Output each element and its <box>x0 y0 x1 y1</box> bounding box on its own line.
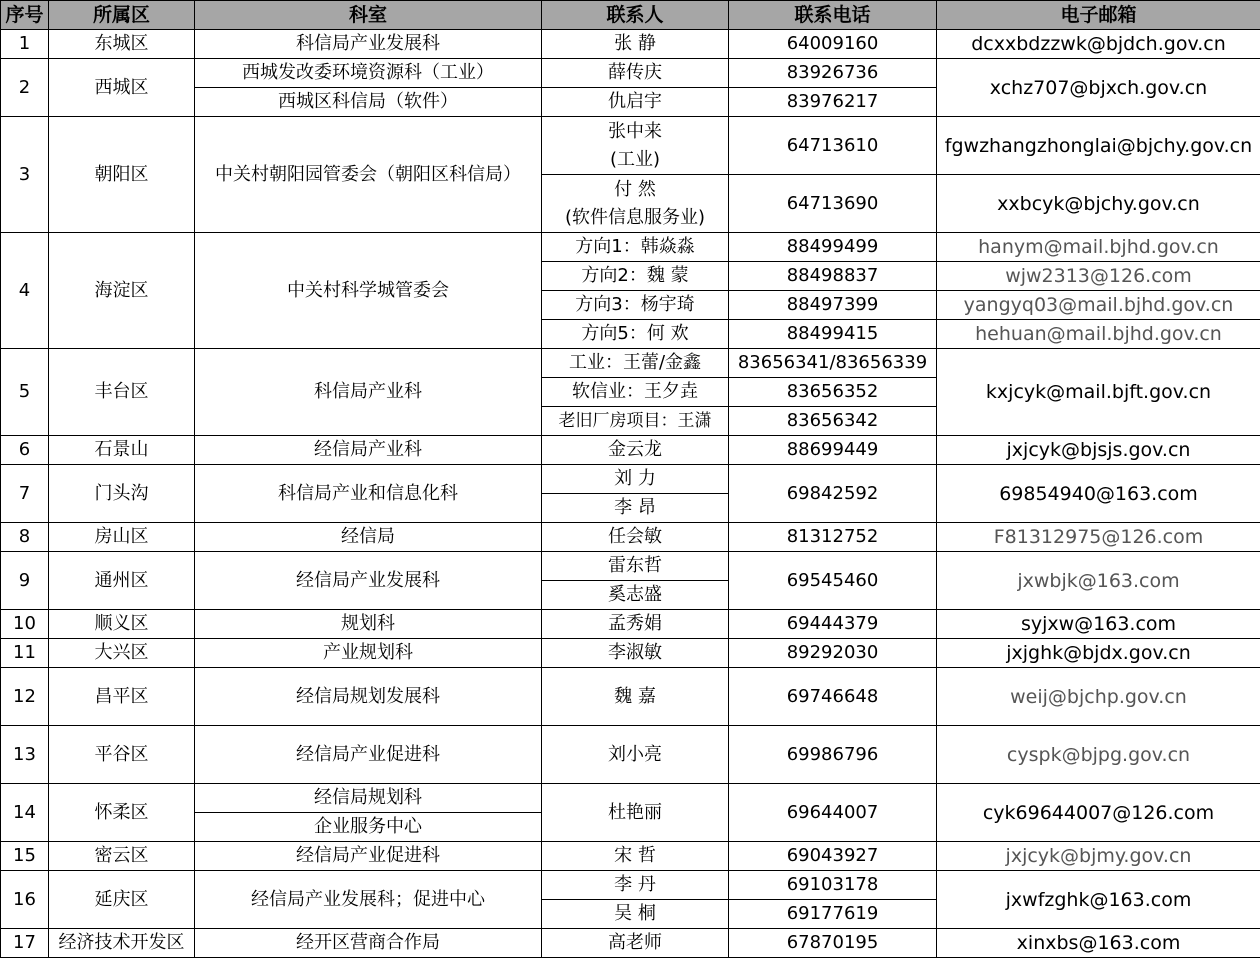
cell-dept: 经信局 <box>195 523 542 552</box>
cell-email: kxjcyk@mail.bjft.gov.cn <box>937 349 1260 436</box>
table-row <box>1 552 1260 581</box>
cell-email: syjxw@163.com <box>937 610 1260 639</box>
cell-contact: 仇启宇 <box>542 88 729 117</box>
cell-email: hanym@mail.bjhd.gov.cn <box>937 233 1260 262</box>
cell-dept: 经开区营商合作局 <box>195 929 542 958</box>
cell-contact <box>542 175 729 233</box>
table-row <box>1 668 1260 726</box>
cell-contact: 李 丹 <box>542 871 729 900</box>
contact-name: 张中来 <box>608 120 662 142</box>
cell-dept: 经信局产业发展科；促进中心 <box>195 871 542 929</box>
cell-phone: 69986796 <box>729 726 937 784</box>
cell-district: 经济技术开发区 <box>49 929 195 958</box>
table-row <box>1 726 1260 784</box>
cell-dept: 经信局产业科 <box>195 436 542 465</box>
table-row <box>1 523 1260 552</box>
cell-dept: 科信局产业科 <box>195 349 542 436</box>
cell-email: xxbcyk@bjchy.gov.cn <box>937 175 1260 233</box>
header-row <box>1 1 1260 30</box>
cell-phone: 81312752 <box>729 523 937 552</box>
cell-phone: 88499415 <box>729 320 937 349</box>
cell-phone: 69644007 <box>729 784 937 842</box>
cell-no: 15 <box>1 842 49 871</box>
cell-contact: 老旧厂房项目：王潇 <box>542 407 729 436</box>
cell-district: 门头沟 <box>49 465 195 523</box>
cell-dept: 经信局产业促进科 <box>195 842 542 871</box>
cell-contact: 高老师 <box>542 929 729 958</box>
cell-email: fgwzhangzhonglai@bjchy.gov.cn <box>937 117 1260 175</box>
table-row <box>1 233 1260 262</box>
cell-phone: 88499499 <box>729 233 937 262</box>
contact-note: (工业) <box>609 148 661 170</box>
cell-district: 房山区 <box>49 523 195 552</box>
cell-phone: 64713610 <box>729 117 937 175</box>
cell-no: 3 <box>1 117 49 233</box>
cell-email: weij@bjchp.gov.cn <box>937 668 1260 726</box>
table-row <box>1 842 1260 871</box>
contact-note: (软件信息服务业) <box>564 206 706 228</box>
cell-dept: 规划科 <box>195 610 542 639</box>
cell-contact: 奚志盛 <box>542 581 729 610</box>
cell-contact: 方向1：韩焱淼 <box>542 233 729 262</box>
contact-name: 付 然 <box>614 178 656 200</box>
cell-contact: 方向3：杨宇琦 <box>542 291 729 320</box>
cell-phone: 69746648 <box>729 668 937 726</box>
header-email: 电子邮箱 <box>937 1 1260 30</box>
cell-phone: 69043927 <box>729 842 937 871</box>
cell-email: dcxxbdzzwk@bjdch.gov.cn <box>937 30 1260 59</box>
cell-phone: 83656352 <box>729 378 937 407</box>
cell-district: 延庆区 <box>49 871 195 929</box>
cell-phone: 64009160 <box>729 30 937 59</box>
cell-dept: 科信局产业发展科 <box>195 30 542 59</box>
cell-phone: 69545460 <box>729 552 937 610</box>
cell-contact: 雷东哲 <box>542 552 729 581</box>
cell-email: xchz707@bjxch.gov.cn <box>937 59 1260 117</box>
cell-dept: 西城区科信局（软件） <box>195 88 542 117</box>
cell-contact: 方向2：魏 蒙 <box>542 262 729 291</box>
cell-district: 海淀区 <box>49 233 195 349</box>
cell-email: hehuan@mail.bjhd.gov.cn <box>937 320 1260 349</box>
cell-email: cyspk@bjpg.gov.cn <box>937 726 1260 784</box>
cell-phone: 83976217 <box>729 88 937 117</box>
cell-phone: 69444379 <box>729 610 937 639</box>
cell-no: 13 <box>1 726 49 784</box>
cell-email: F81312975@126.com <box>937 523 1260 552</box>
cell-district: 昌平区 <box>49 668 195 726</box>
cell-no: 17 <box>1 929 49 958</box>
cell-no: 12 <box>1 668 49 726</box>
cell-no: 2 <box>1 59 49 117</box>
cell-phone: 89292030 <box>729 639 937 668</box>
table-row <box>1 436 1260 465</box>
cell-email: 69854940@163.com <box>937 465 1260 523</box>
cell-contact: 工业：王蕾/金鑫 <box>542 349 729 378</box>
cell-phone: 69842592 <box>729 465 937 523</box>
cell-contact: 薛传庆 <box>542 59 729 88</box>
cell-email: jxwbjk@163.com <box>937 552 1260 610</box>
cell-dept: 产业规划科 <box>195 639 542 668</box>
cell-contact: 软信业：王夕垚 <box>542 378 729 407</box>
cell-district: 朝阳区 <box>49 117 195 233</box>
cell-no: 10 <box>1 610 49 639</box>
table-row <box>1 784 1260 813</box>
cell-phone: 88497399 <box>729 291 937 320</box>
cell-contact: 杜艳丽 <box>542 784 729 842</box>
cell-contact: 金云龙 <box>542 436 729 465</box>
cell-email: wjw2313@126.com <box>937 262 1260 291</box>
cell-dept: 经信局产业发展科 <box>195 552 542 610</box>
cell-district: 怀柔区 <box>49 784 195 842</box>
table-row <box>1 871 1260 900</box>
cell-no: 8 <box>1 523 49 552</box>
cell-email: jxjcyk@bjmy.gov.cn <box>937 842 1260 871</box>
cell-contact: 刘小亮 <box>542 726 729 784</box>
table-row <box>1 929 1260 958</box>
cell-district: 通州区 <box>49 552 195 610</box>
cell-contact: 宋 哲 <box>542 842 729 871</box>
cell-no: 4 <box>1 233 49 349</box>
cell-dept: 经信局规划发展科 <box>195 668 542 726</box>
cell-phone: 64713690 <box>729 175 937 233</box>
cell-contact: 方向5：何 欢 <box>542 320 729 349</box>
cell-contact: 吴 桐 <box>542 900 729 929</box>
cell-dept: 经信局产业促进科 <box>195 726 542 784</box>
cell-no: 14 <box>1 784 49 842</box>
cell-phone: 67870195 <box>729 929 937 958</box>
cell-no: 11 <box>1 639 49 668</box>
header-phone: 联系电话 <box>729 1 937 30</box>
header-dept: 科室 <box>195 1 542 30</box>
table-row <box>1 349 1260 378</box>
table-row <box>1 610 1260 639</box>
table-row <box>1 639 1260 668</box>
cell-contact: 魏 嘉 <box>542 668 729 726</box>
table-row <box>1 30 1260 59</box>
cell-dept: 企业服务中心 <box>195 813 542 842</box>
cell-contact: 李 昂 <box>542 494 729 523</box>
cell-no: 1 <box>1 30 49 59</box>
cell-phone: 83926736 <box>729 59 937 88</box>
cell-email: jxjcyk@bjsjs.gov.cn <box>937 436 1260 465</box>
cell-email: xinxbs@163.com <box>937 929 1260 958</box>
header-contact: 联系人 <box>542 1 729 30</box>
cell-contact: 李淑敏 <box>542 639 729 668</box>
cell-no: 7 <box>1 465 49 523</box>
cell-no: 5 <box>1 349 49 436</box>
cell-phone: 83656342 <box>729 407 937 436</box>
cell-phone: 88498837 <box>729 262 937 291</box>
cell-district: 大兴区 <box>49 639 195 668</box>
cell-contact: 任会敏 <box>542 523 729 552</box>
table-row <box>1 465 1260 494</box>
cell-contact: 刘 力 <box>542 465 729 494</box>
cell-dept: 中关村朝阳园管委会（朝阳区科信局） <box>195 117 542 233</box>
header-no: 序号 <box>1 1 49 30</box>
cell-district: 石景山 <box>49 436 195 465</box>
cell-phone: 69103178 <box>729 871 937 900</box>
table-row <box>1 117 1260 175</box>
cell-district: 平谷区 <box>49 726 195 784</box>
cell-district: 西城区 <box>49 59 195 117</box>
cell-district: 丰台区 <box>49 349 195 436</box>
cell-contact <box>542 117 729 175</box>
cell-email: jxjghk@bjdx.gov.cn <box>937 639 1260 668</box>
cell-no: 6 <box>1 436 49 465</box>
table-row <box>1 59 1260 88</box>
cell-district: 密云区 <box>49 842 195 871</box>
cell-phone: 88699449 <box>729 436 937 465</box>
cell-no: 16 <box>1 871 49 929</box>
cell-district: 东城区 <box>49 30 195 59</box>
cell-dept: 经信局规划科 <box>195 784 542 813</box>
cell-phone: 69177619 <box>729 900 937 929</box>
cell-no: 9 <box>1 552 49 610</box>
cell-email: jxwfzghk@163.com <box>937 871 1260 929</box>
cell-contact: 孟秀娟 <box>542 610 729 639</box>
cell-dept: 西城发改委环境资源科（工业） <box>195 59 542 88</box>
cell-contact: 张 静 <box>542 30 729 59</box>
cell-phone: 83656341/83656339 <box>729 349 937 378</box>
cell-district: 顺义区 <box>49 610 195 639</box>
header-district: 所属区 <box>49 1 195 30</box>
cell-email: yangyq03@mail.bjhd.gov.cn <box>937 291 1260 320</box>
cell-email: cyk69644007@126.com <box>937 784 1260 842</box>
cell-dept: 中关村科学城管委会 <box>195 233 542 349</box>
cell-dept: 科信局产业和信息化科 <box>195 465 542 523</box>
